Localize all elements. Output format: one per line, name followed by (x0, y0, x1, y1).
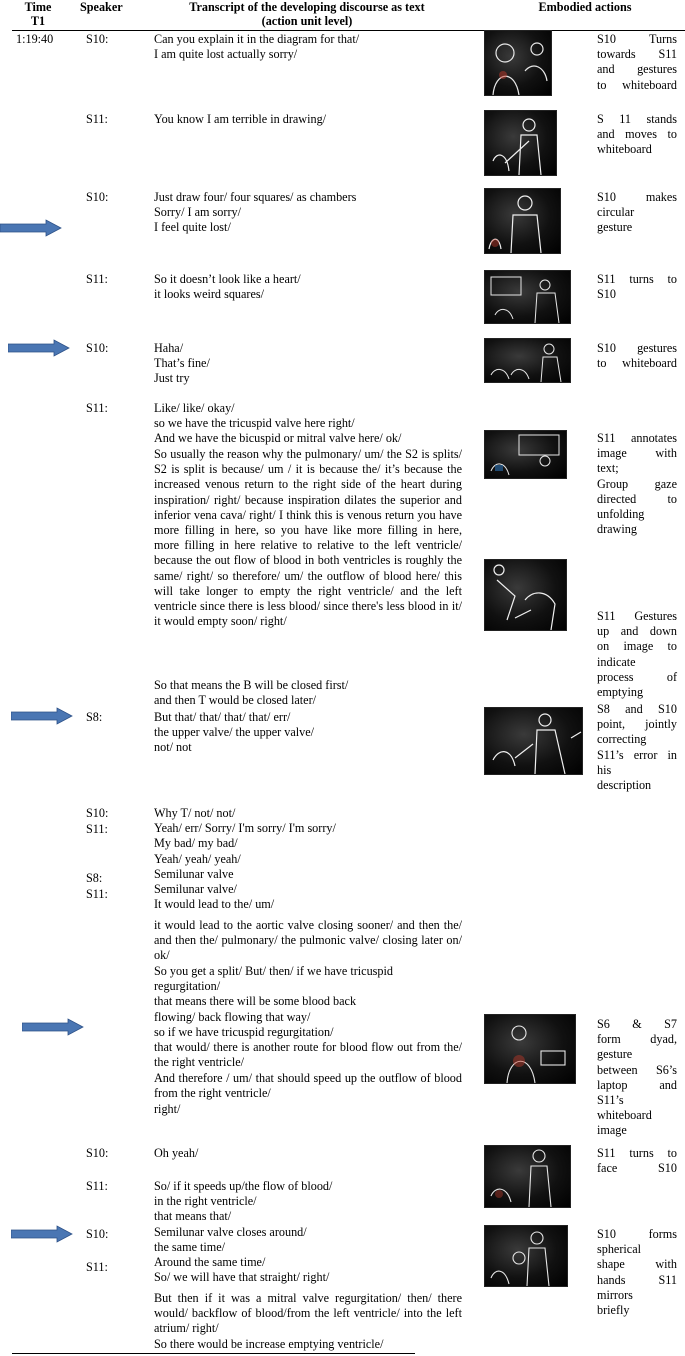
embodied-word: S11 (658, 1272, 677, 1287)
transcript-line: So it doesn’t look like a heart/ (154, 272, 301, 286)
embodied-line: text; (597, 461, 619, 476)
speaker-label: S8: (86, 871, 103, 885)
embodied-word: with (655, 446, 677, 461)
embodied-line (597, 748, 677, 763)
embodied-word: directed (597, 491, 637, 506)
video-still-8 (484, 707, 583, 775)
embodied-word: with (655, 1257, 677, 1272)
embodied-line (597, 431, 677, 446)
header-transcript (142, 0, 472, 28)
video-still-1 (484, 30, 552, 96)
embodied-word: of (666, 669, 677, 684)
transcript-line: Around the same time/ (154, 1255, 266, 1270)
embodied-word: S10 (597, 341, 616, 355)
transcript-line: My bad/ my bad/ (154, 836, 238, 851)
embodied-word: whiteboard (622, 77, 677, 92)
embodied-word: S10 (597, 190, 616, 204)
transcript-line: I am quite lost actually sorry/ (154, 47, 298, 62)
transcript-line: Why T/ not/ not/ (154, 806, 236, 820)
embodied-line (597, 127, 677, 142)
transcript-paragraph: So usually the reason why the pulmonary/ um/ the S2 is splits/ S2 is split is because/ um / it is because the/ it’s because the increased venous return to the right side of the heart during inspiration/ right/ because inspiration dilates the superior and inferior vena cava/ right/ I think this is venous return you have more filling in here, so you have like more filling in here, more filling in here relative to relative to the left ventricle/ because the out flow of blood in both ventricles is roughly the same/ right/ so therefore/ um/ the outflow of blood here/ this will take longer to empty the right ventricle/ and the left ventricle since there is less blood/ since there's less blood in it/ it would empty soon/ right/ (154, 447, 462, 629)
embodied-word: S10 (658, 702, 677, 716)
embodied-word: Gestures (634, 609, 677, 623)
transcript-block (154, 678, 462, 708)
video-still-6 (484, 430, 567, 479)
header-transcript-line2: (action unit level) (261, 14, 353, 28)
header-speaker: Speaker (80, 0, 123, 14)
embodied-line (597, 341, 677, 356)
speaker-label: S10: (86, 190, 109, 204)
transcript-block (154, 447, 462, 629)
embodied-word: and (597, 127, 615, 142)
embodied-word: S7 (664, 1017, 677, 1031)
header-time-label: Time (24, 0, 52, 14)
transcript-block (154, 1040, 462, 1070)
embodied-word: forms (648, 1227, 677, 1241)
embodied-word: up (597, 624, 610, 639)
embodied-line (597, 639, 677, 654)
transcript-line: Sorry/ I am sorry/ (154, 205, 241, 220)
transcript-line: flowing/ back flowing that way/ (154, 1009, 311, 1024)
bottom-rule (12, 1353, 415, 1354)
transcript-line: Just draw four/ four squares/ as chambers (154, 190, 357, 204)
embodied-word: on (597, 639, 610, 654)
transcript-block (154, 1146, 462, 1161)
embodied-line (597, 1227, 677, 1242)
transcript-line: and then T would be closed later/ (154, 693, 317, 708)
embodied-line (597, 62, 677, 77)
transcript-line: so if we have tricuspid regurgitation/ (154, 1024, 334, 1039)
embodied-word: and (597, 62, 615, 77)
embodied-word: and (659, 1077, 677, 1092)
arrow-marker-2 (8, 339, 70, 357)
embodied-line (597, 1273, 677, 1288)
transcript-line: Semilunar valve closes around/ (154, 1224, 307, 1239)
transcript-line: Haha/ (154, 341, 184, 355)
embodied-line: correcting (597, 732, 647, 747)
transcript-line: regurgitation/ (154, 979, 221, 994)
speaker-label: S11: (86, 1179, 108, 1193)
transcript-line: in the right ventricle/ (154, 1194, 257, 1209)
speaker-label: S11: (86, 822, 108, 836)
embodied-line (597, 609, 677, 624)
transcript-block (154, 112, 462, 127)
speaker-label: S10: (86, 1146, 109, 1160)
embodied-word: makes (645, 190, 677, 204)
embodied-word: moves (625, 127, 657, 142)
embodied-word: gestures (637, 62, 677, 77)
embodied-action (597, 431, 677, 537)
embodied-word: face (597, 1161, 618, 1176)
speaker-label: S8: (86, 710, 103, 724)
transcript-paragraph: it would lead to the aortic valve closing sooner/ and then the/ and then the/ pulmonary/ the pulmonic valve/ closing later on/ ok/ (154, 918, 462, 963)
embodied-line (597, 670, 677, 685)
embodied-action (597, 190, 677, 236)
embodied-word: to (667, 491, 677, 506)
transcript-line: Semilunar valve/ (154, 882, 237, 897)
transcript-line: I feel quite lost/ (154, 220, 231, 235)
embodied-word: dyad, (650, 1032, 677, 1047)
embodied-line (597, 1146, 677, 1161)
embodied-line: spherical (597, 1242, 641, 1257)
transcript-block (154, 1337, 462, 1352)
embodied-line (597, 717, 677, 732)
embodied-line: S10 (597, 287, 616, 302)
transcript-block (154, 1179, 462, 1285)
embodied-line: briefly (597, 1303, 630, 1318)
embodied-word: to (667, 639, 677, 654)
header-rule (12, 30, 685, 31)
arrow-marker-3 (11, 707, 73, 725)
embodied-line (597, 32, 677, 47)
transcript-block (154, 32, 462, 62)
embodied-action (597, 32, 677, 93)
embodied-word: 11 (619, 112, 632, 126)
video-still-5 (484, 338, 571, 383)
header-time (14, 0, 62, 28)
transcript-block (154, 710, 462, 756)
transcript-line: the upper valve/ the upper valve/ (154, 725, 315, 740)
embodied-word: & (632, 1017, 642, 1031)
embodied-line (597, 492, 677, 507)
embodied-action (597, 1227, 677, 1318)
video-still-3 (484, 188, 561, 254)
start-time: 1:19:40 (16, 32, 54, 46)
speaker-label: S11: (86, 401, 108, 415)
video-still-11 (484, 1225, 568, 1287)
embodied-word: turns (629, 1146, 654, 1160)
transcript-line: so we have the tricuspid valve here right/ (154, 416, 355, 431)
embodied-line (597, 1017, 677, 1032)
speaker-label: S11: (86, 272, 108, 286)
embodied-line (597, 112, 677, 127)
embodied-line: image (597, 1123, 627, 1138)
embodied-action (597, 1146, 677, 1176)
embodied-line (597, 1032, 677, 1047)
arrow-marker-4 (22, 1018, 84, 1036)
embodied-action (597, 609, 677, 700)
speaker-label: S11: (86, 112, 108, 126)
embodied-line: S11’s (597, 1093, 624, 1108)
embodied-word: annotates (630, 431, 677, 445)
transcript-line: right/ (154, 1102, 181, 1116)
embodied-word: S11 (658, 47, 677, 62)
transcript-block (154, 964, 462, 1040)
embodied-action (597, 272, 677, 302)
embodied-line (597, 1063, 677, 1078)
embodied-line (597, 272, 677, 287)
embodied-word: and (620, 624, 639, 639)
transcript-line: So there would be increase emptying ventricle/ (154, 1337, 384, 1351)
transcript-block (154, 190, 462, 236)
embodied-word: S6’s (655, 1062, 677, 1077)
transcript-line: It would lead to the/ um/ (154, 897, 275, 912)
embodied-word: gestures (637, 341, 677, 355)
arrow-marker-1 (0, 219, 62, 237)
transcript-block (154, 401, 462, 447)
speaker-label: S10: (86, 32, 109, 46)
embodied-word: Group (597, 476, 629, 491)
embodied-line: indicate (597, 654, 636, 669)
transcript-line: Yeah/ err/ Sorry/ I'm sorry/ I'm sorry/ (154, 821, 336, 836)
transcript-line: That’s fine/ (154, 356, 210, 371)
embodied-line (597, 47, 677, 62)
embodied-word: S11 (597, 431, 616, 445)
embodied-line: whiteboard (597, 1108, 652, 1123)
embodied-line: emptying (597, 685, 644, 700)
transcript-block (154, 272, 462, 302)
embodied-word: whiteboard (622, 356, 677, 371)
video-still-10 (484, 1145, 571, 1208)
embodied-line: drawing (597, 522, 637, 537)
embodied-word: stands (646, 112, 677, 126)
embodied-word: shape (597, 1257, 625, 1272)
header-time-sub: T1 (30, 14, 46, 28)
header-embodied: Embodied actions (538, 0, 632, 14)
transcript-block (154, 806, 462, 912)
embodied-word: hands (597, 1272, 626, 1287)
transcript-block (154, 341, 462, 387)
transcript-paragraph: that would/ there is another route for blood flow out from the/ the right ventricle/ (154, 1040, 462, 1070)
embodied-word: S11 (597, 1146, 616, 1160)
transcript-line: the same time/ (154, 1239, 226, 1254)
embodied-line (597, 1078, 677, 1093)
header-transcript-line1: Transcript of the developing discourse as text (189, 0, 425, 14)
embodied-word: S11’s (597, 747, 624, 762)
embodied-word: S10 (597, 32, 616, 46)
transcript-line: So that means the B will be closed first/ (154, 678, 349, 692)
embodied-word: Turns (648, 32, 677, 46)
embodied-word: towards (597, 47, 636, 62)
transcript-line: it looks weird squares/ (154, 287, 265, 302)
embodied-line (597, 78, 677, 93)
speaker-label: S10: (86, 806, 109, 820)
embodied-line: unfolding (597, 507, 645, 522)
embodied-line (597, 1161, 677, 1176)
embodied-word: laptop (597, 1077, 628, 1092)
transcript-line: But that/ that/ that/ that/ err/ (154, 710, 291, 724)
embodied-word: S10 (658, 1161, 677, 1176)
transcript-line: So/ if it speeds up/the flow of blood/ (154, 1179, 333, 1193)
embodied-line: whiteboard (597, 142, 652, 157)
embodied-word: S8 (597, 702, 610, 716)
transcript-line: Like/ like/ okay/ (154, 401, 235, 415)
embodied-word: to (597, 77, 607, 92)
transcript-line: So/ we will have that straight/ right/ (154, 1270, 330, 1285)
speaker-label: S10: (86, 341, 109, 355)
transcript-block (154, 918, 462, 964)
embodied-action (597, 702, 677, 793)
embodied-word: point, (597, 717, 626, 732)
transcript-block (154, 1102, 462, 1117)
transcript-line: Just try (154, 371, 190, 386)
embodied-line: mirrors (597, 1287, 633, 1302)
embodied-action (597, 1017, 677, 1139)
embodied-line (597, 477, 677, 492)
arrow-marker-5 (11, 1225, 73, 1243)
embodied-word: image (623, 639, 654, 654)
transcript-line: And we have the bicuspid or mitral valve here/ ok/ (154, 431, 402, 446)
embodied-line: description (597, 778, 652, 793)
embodied-line: gesture (597, 1047, 633, 1062)
embodied-word: to (667, 272, 677, 286)
embodied-line (597, 702, 677, 717)
embodied-word: to (597, 356, 607, 371)
video-still-4 (484, 270, 571, 324)
transcript-line: that means that/ (154, 1209, 232, 1224)
video-still-7 (484, 559, 567, 631)
transcript-line: Can you explain it in the diagram for that/ (154, 32, 360, 46)
speaker-label: S10: (86, 1227, 109, 1241)
embodied-word: turns (629, 272, 654, 286)
speaker-label: S11: (86, 1260, 108, 1274)
transcript-line: Oh yeah/ (154, 1146, 199, 1160)
embodied-word: S6 (597, 1017, 610, 1031)
embodied-word: image (597, 446, 627, 461)
embodied-line (597, 356, 677, 371)
transcript-line: Semilunar valve (154, 866, 234, 881)
embodied-word: to (667, 1146, 677, 1160)
transcript-line: Yeah/ yeah/ yeah/ (154, 851, 241, 866)
transcript-line: that means there will be some blood back (154, 994, 357, 1009)
embodied-word: form (597, 1032, 621, 1047)
video-still-2 (484, 110, 557, 176)
embodied-word: S10 (597, 1227, 616, 1241)
video-still-9 (484, 1014, 576, 1084)
embodied-line: gesture (597, 220, 633, 235)
embodied-word: jointly (645, 717, 677, 732)
transcript-block (154, 1071, 462, 1101)
transcript-line: You know I am terrible in drawing/ (154, 112, 327, 126)
embodied-line (597, 190, 677, 205)
transcript-paragraph: And therefore / um/ that should speed up the outflow of blood from the right ventricle/ (154, 1071, 462, 1101)
embodied-word: down (649, 624, 677, 639)
embodied-word: between (597, 1062, 638, 1077)
embodied-action (597, 341, 677, 371)
embodied-word: gaze (654, 476, 677, 491)
embodied-word: in (667, 747, 677, 762)
transcript-block (154, 1291, 462, 1337)
embodied-word: S (597, 112, 604, 126)
embodied-word: S11 (597, 272, 616, 286)
embodied-action (597, 112, 677, 158)
speaker-label: S11: (86, 887, 108, 901)
transcript-line: So you get a split/ But/ then/ if we have tricuspid (154, 964, 393, 978)
embodied-word: process (597, 669, 634, 684)
embodied-line (597, 446, 677, 461)
embodied-line (597, 624, 677, 639)
embodied-word: error (633, 747, 658, 762)
embodied-line: his (597, 762, 612, 777)
embodied-line (597, 1257, 677, 1272)
embodied-word: and (625, 702, 643, 716)
transcript-paragraph: But then if it was a mitral valve regurgitation/ then/ there would/ backflow of blood/from the left ventricle/ into the left atrium/ right/ (154, 1291, 462, 1336)
embodied-word: to (667, 127, 677, 142)
embodied-line: circular (597, 205, 635, 220)
transcript-line: not/ not (154, 740, 192, 755)
embodied-word: S11 (597, 609, 616, 623)
